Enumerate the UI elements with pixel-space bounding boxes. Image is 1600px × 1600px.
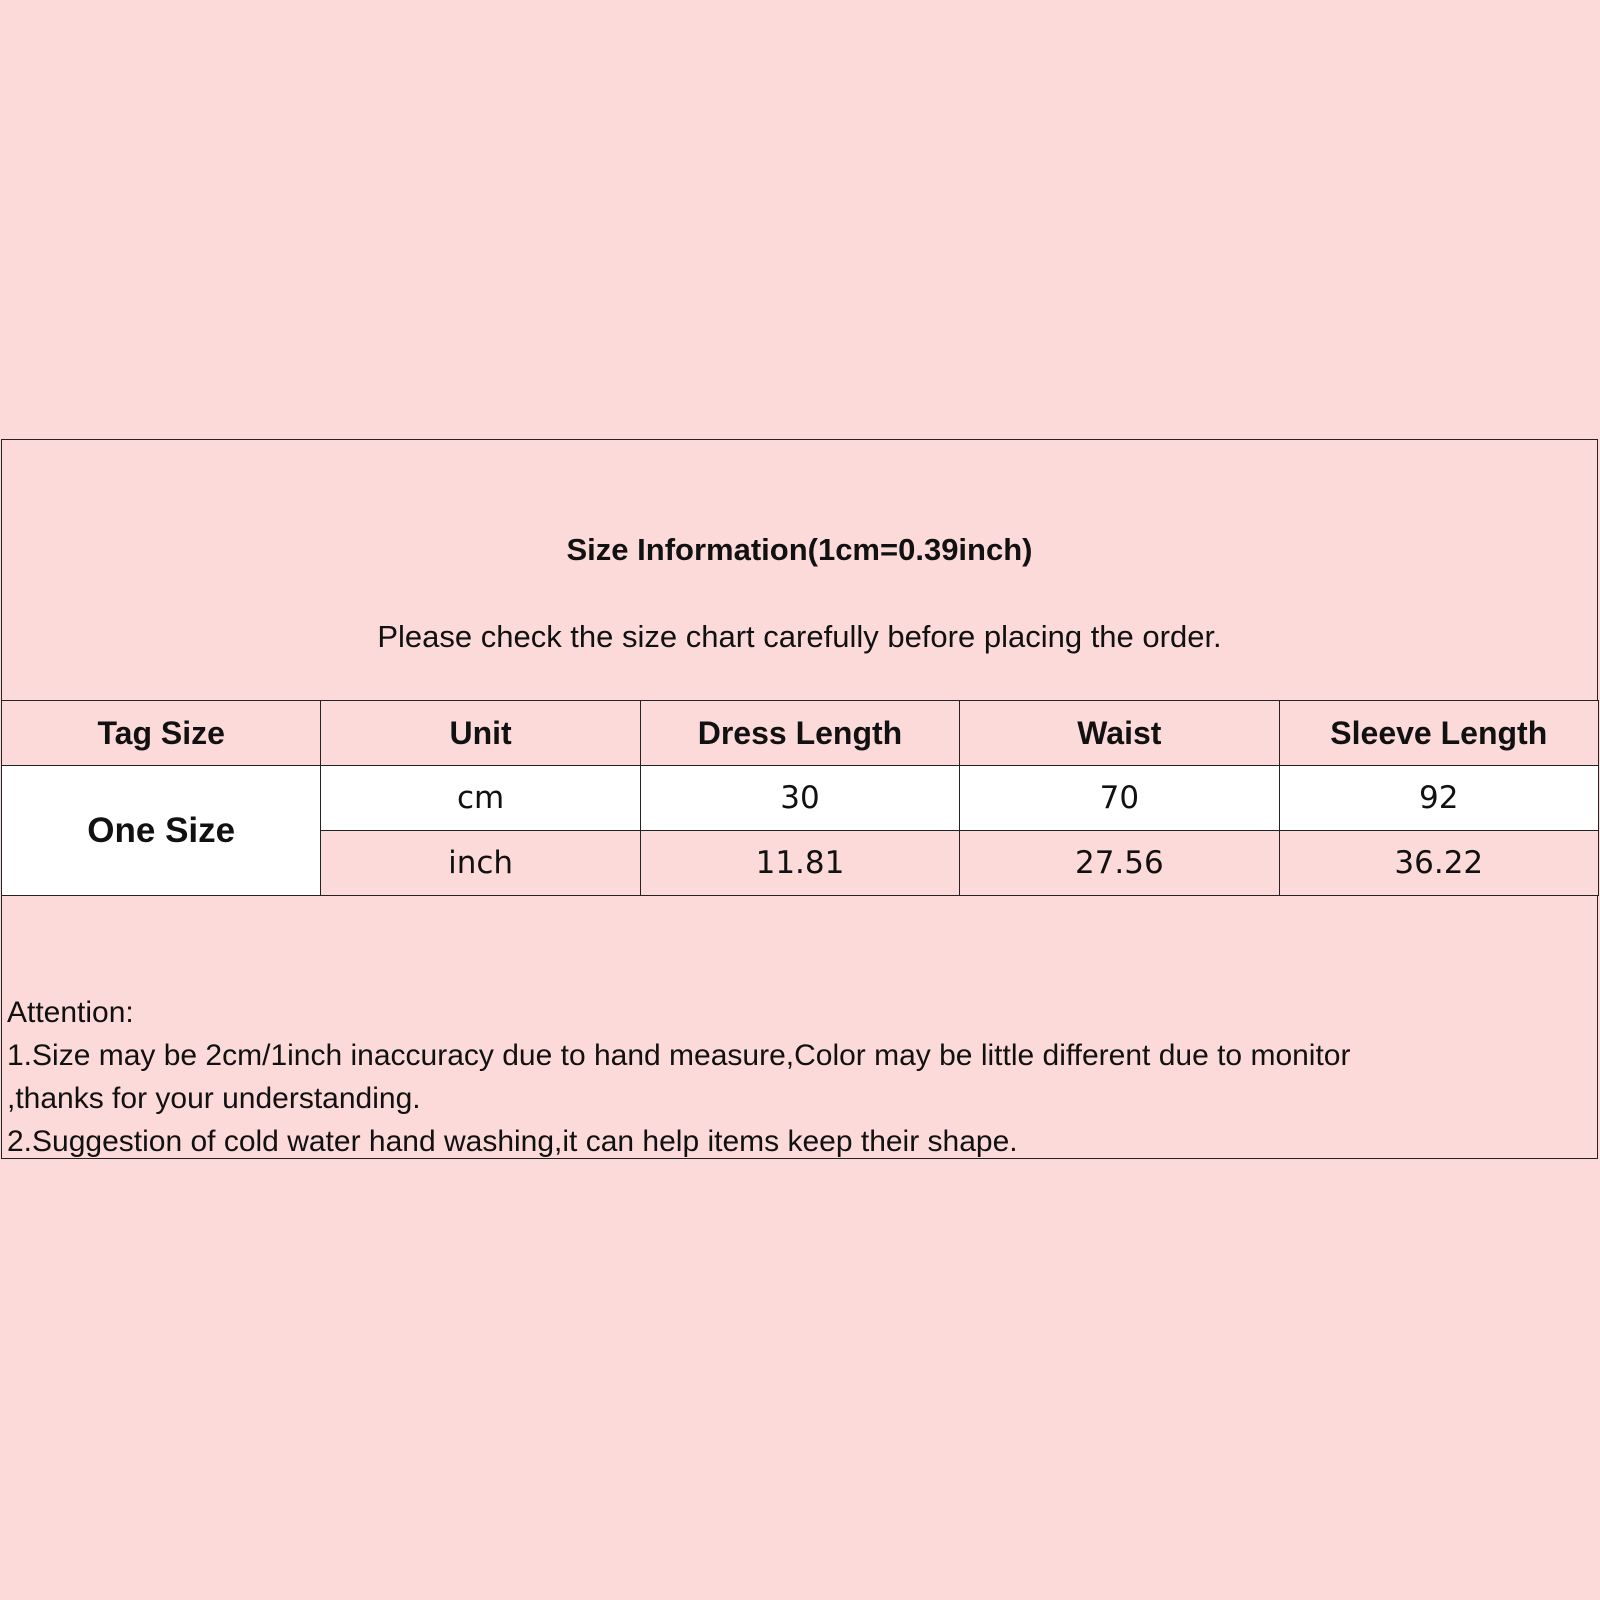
header-unit: Unit	[321, 701, 640, 766]
table-header-row	[2, 701, 1599, 766]
size-chart-panel	[1, 439, 1598, 1159]
attention-line-3: 2.Suggestion of cold water hand washing,it can help items keep their shape.	[7, 1125, 1018, 1158]
header-tag-size: Tag Size	[2, 701, 321, 766]
size-chart-title: Size Information(1cm=0.39inch)	[566, 532, 1033, 567]
unit-cell: cm	[321, 766, 640, 831]
attention-heading: Attention:	[7, 996, 134, 1029]
header-dress-length: Dress Length	[640, 701, 959, 766]
attention-notes	[7, 991, 1350, 1163]
waist-cell: 27.56	[960, 831, 1279, 896]
size-table	[1, 700, 1599, 896]
size-chart-subtitle: Please check the size chart carefully before placing the order.	[377, 619, 1222, 654]
header-sleeve-length: Sleeve Length	[1279, 701, 1598, 766]
dress-length-cell: 30	[640, 766, 959, 831]
dress-length-cell: 11.81	[640, 831, 959, 896]
sleeve-length-cell: 92	[1279, 766, 1598, 831]
table-row	[2, 766, 1599, 831]
waist-cell: 70	[960, 766, 1279, 831]
attention-line-1: 1.Size may be 2cm/1inch inaccuracy due to hand measure,Color may be little different due to monitor	[7, 1039, 1351, 1072]
unit-cell: inch	[321, 831, 640, 896]
sleeve-length-cell: 36.22	[1279, 831, 1598, 896]
attention-line-2: ,thanks for your understanding.	[7, 1082, 421, 1115]
header-waist: Waist	[960, 701, 1279, 766]
tag-size-cell: One Size	[2, 766, 321, 896]
